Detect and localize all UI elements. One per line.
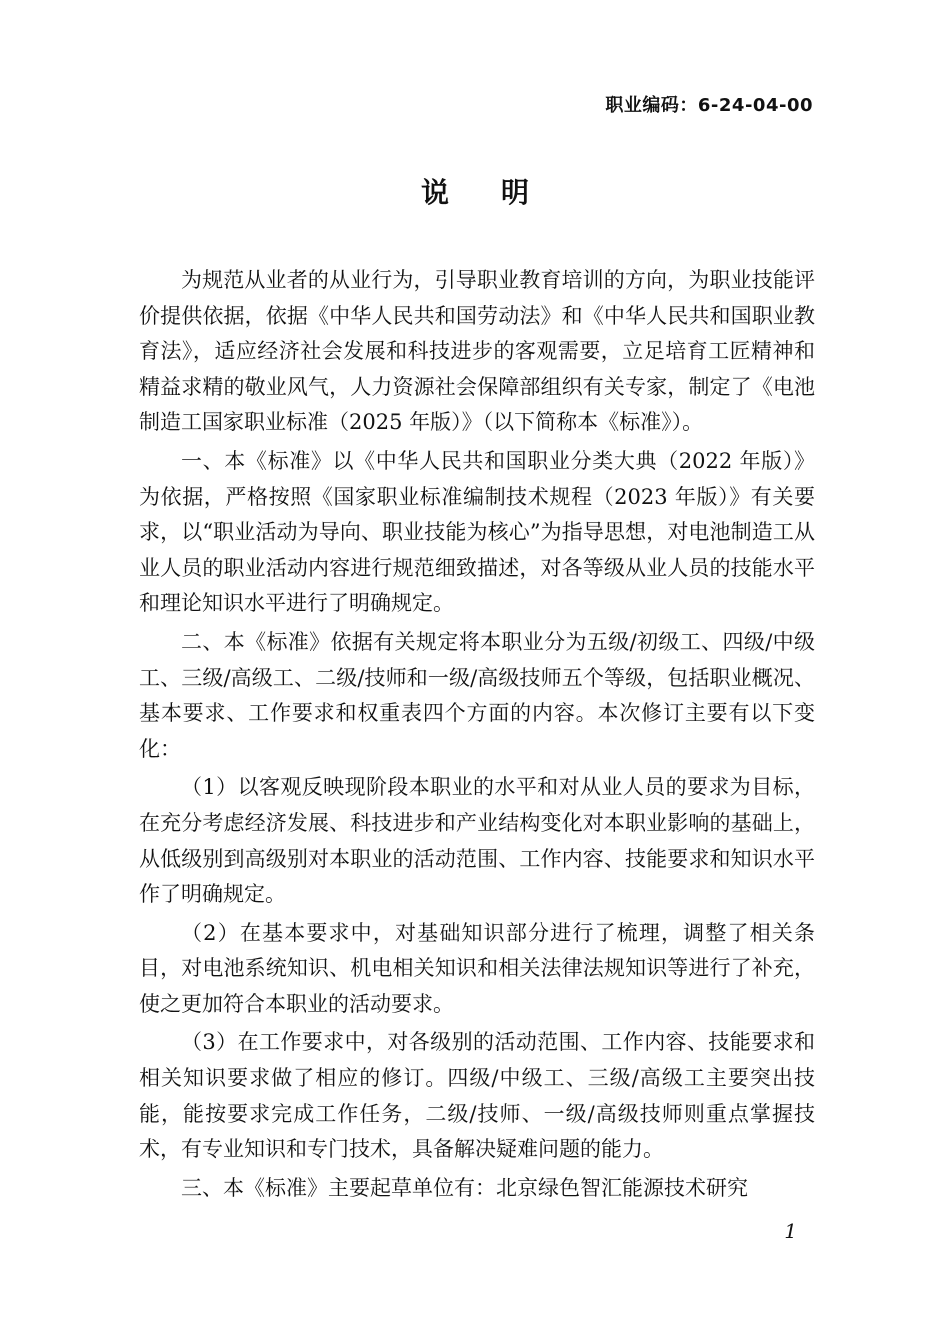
occupation-code: 职业编码：6-24-04-00 [605,95,813,116]
page-number: 1 [784,1219,797,1243]
paragraph-item-3: （3）在工作要求中，对各级别的活动范围、工作内容、技能要求和相关知识要求做了相应的修订。四级/中级工、三级/高级工主要突出技能，能按要求完成工作任务，二级/技师、一级/高级技师则重点掌握技术，有专业知识和专门技术，具备解决疑难问题的能力。 [139,1030,815,1162]
body-text [139,263,815,1209]
paragraph-item-2: （2）在基本要求中，对基础知识部分进行了梳理，调整了相关条目，对电池系统知识、机电相关知识和相关法律法规知识等进行了补充，使之更加符合本职业的活动要求。 [139,920,815,1016]
page-title: 说明 [420,176,581,209]
paragraph-section-3: 三、本《标准》主要起草单位有：北京绿色智汇能源技术研究 [181,1175,748,1200]
paragraph-item-1: （1）以客观反映现阶段本职业的水平和对从业人员的要求为目标，在充分考虑经济发展、科技进步和产业结构变化对本职业影响的基础上，从低级别到高级别对本职业的活动范围、工作内容、技能要求和知识水平作了明确规定。 [139,775,815,907]
paragraph-section-1: 一、本《标准》以《中华人民共和国职业分类大典（2022 年版）》为依据，严格按照《国家职业标准编制技术规程（2023 年版）》有关要求，以“职业活动为导向、职业技能为核心”为指导思想，对电池制造工从业人员的职业活动内容进行规范细致描述，对各等级从业人员的技能水平和理论知识水平进行了明确规定。 [139,448,815,616]
paragraph-intro: 为规范从业者的从业行为，引导职业教育培训的方向，为职业技能评价提供依据，依据《中华人民共和国劳动法》和《中华人民共和国职业教育法》，适应经济社会发展和科技进步的客观需要，立足培育工匠精神和精益求精的敬业风气，人力资源社会保障部组织有关专家，制定了《电池制造工国家职业标准（2025 年版）》（以下简称本《标准》）。 [139,268,815,435]
paragraph-section-2: 二、本《标准》依据有关规定将本职业分为五级/初级工、四级/中级工、三级/高级工、二级/技师和一级/高级技师五个等级，包括职业概况、基本要求、工作要求和权重表四个方面的内容。本次修订主要有以下变化： [139,629,815,761]
